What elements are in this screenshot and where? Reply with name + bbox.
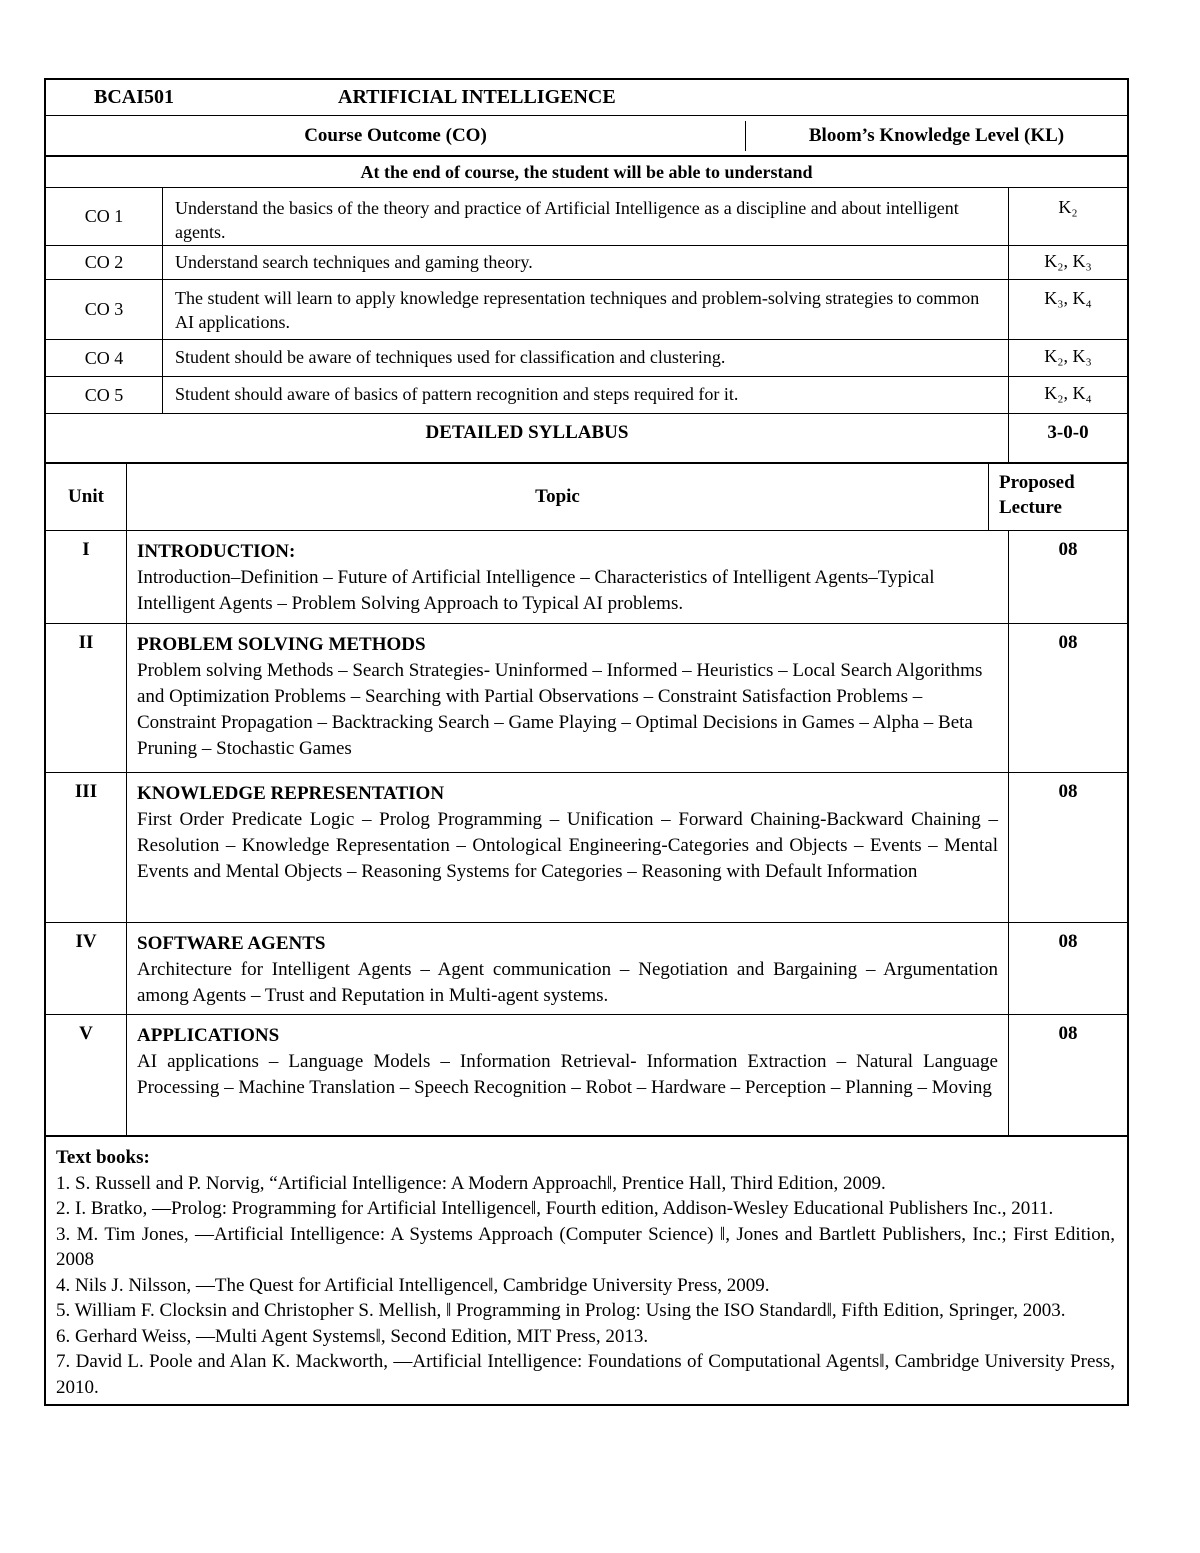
detailed-syllabus-row	[46, 414, 1127, 464]
textbook-item: 4. Nils J. Nilsson, ―The Quest for Artificial Intelligence‖, Cambridge University Press, 2009.	[56, 1274, 770, 1296]
course-title: ARTIFICIAL INTELLIGENCE	[338, 86, 616, 108]
unit-number: III	[46, 773, 127, 922]
textbook-item: 1. S. Russell and P. Norvig, “Artificial Intelligence: A Modern Approach‖, Prentice Hall, Third Edition, 2009.	[56, 1172, 886, 1194]
co-knowledge-level: K₂, K₄	[1044, 383, 1092, 403]
co-description: Understand search techniques and gaming theory.	[163, 246, 1009, 279]
unit-number: II	[46, 624, 127, 772]
unit-row	[46, 1015, 1127, 1137]
co-description: Student should be aware of techniques used for classification and clustering.	[163, 340, 1009, 376]
unit-content: First Order Predicate Logic – Prolog Programming – Unification – Forward Chaining-Backward Chaining – Resolution – Knowledge Representation – Ontological Engineering-Categories and Objects – Events – Mental Events and Mental Objects – Reasoning Systems for Categories – Reasoning with Default Information	[137, 809, 998, 882]
unit-number: V	[46, 1015, 127, 1135]
textbook-item: 2. I. Bratko, ―Prolog: Programming for Artificial Intelligence‖, Fourth edition, Addison-Wesley Educational Publishers Inc., 2011.	[56, 1198, 1054, 1219]
unit-lectures: 08	[1058, 632, 1078, 653]
syllabus-document	[44, 78, 1129, 1406]
textbook-item: 7. David L. Poole and Alan K. Mackworth, ―Artificial Intelligence: Foundations of Computational Agents‖, Cambridge University Press, 2010.	[56, 1351, 1115, 1398]
unit-content: Introduction–Definition – Future of Artificial Intelligence – Characteristics of Intelligent Agents–Typical Intelligent Agents – Problem Solving Approach to Typical AI problems.	[137, 567, 935, 614]
textbook-item: 5. William F. Clocksin and Christopher S. Mellish, ‖ Programming in Prolog: Using the ISO Standard‖, Fifth Edition, Springer, 2003.	[56, 1300, 1066, 1321]
co-id: CO 5	[46, 377, 163, 413]
co-row	[46, 246, 1127, 280]
co-intro-text: At the end of course, the student will be able to understand	[360, 161, 813, 182]
co-id: CO 3	[46, 280, 163, 339]
textbooks-section	[46, 1137, 1127, 1404]
unit-row	[46, 773, 1127, 923]
unit-title: KNOWLEDGE REPRESENTATION	[137, 783, 445, 804]
co-intro-row	[46, 156, 1127, 188]
unit-row	[46, 624, 1127, 773]
co-row	[46, 377, 1127, 414]
co-description: Student should aware of basics of pattern recognition and steps required for it.	[163, 377, 1009, 413]
unit-content: Problem solving Methods – Search Strategies- Uninformed – Informed – Heuristics – Local Search Algorithms and Optimization Problems – Searching with Partial Observations – Constraint Satisfaction Problems – Constraint Propagation – Backtracking Search – Game Playing – Optimal Decisions in Games – Alpha – Beta Pruning – Stochastic Games	[137, 660, 983, 759]
credit-pattern: 3-0-0	[1047, 422, 1089, 443]
unit-lectures: 08	[1058, 781, 1078, 802]
co-header-row	[46, 116, 1127, 156]
unit-lectures: 08	[1058, 539, 1078, 560]
unit-table-header	[46, 464, 1127, 531]
co-description: Understand the basics of the theory and practice of Artificial Intelligence as a discipline and about intelligent agents.	[163, 188, 1009, 245]
unit-topic	[127, 531, 1009, 623]
textbook-item: 3. M. Tim Jones, ―Artificial Intelligence: A Systems Approach (Computer Science) ‖, Jones and Bartlett Publishers, Inc.; First Edition, 2008	[56, 1223, 1115, 1270]
unit-row	[46, 923, 1127, 1015]
detailed-syllabus-label: DETAILED SYLLABUS	[46, 414, 1009, 462]
unit-number: IV	[46, 923, 127, 1014]
unit-topic	[127, 923, 1009, 1014]
textbook-item: 6. Gerhard Weiss, ―Multi Agent Systems‖, Second Edition, MIT Press, 2013.	[56, 1325, 649, 1347]
co-knowledge-level: K₂, K₃	[1044, 346, 1092, 366]
unit-column-header: Unit	[46, 464, 127, 530]
kl-column-header: Bloom’s Knowledge Level (KL)	[808, 124, 1065, 146]
co-knowledge-level: K₃, K₄	[1044, 288, 1092, 308]
co-id: CO 2	[46, 246, 163, 279]
lecture-column-header: Proposed Lecture	[999, 472, 1075, 518]
co-row	[46, 340, 1127, 377]
unit-title: APPLICATIONS	[137, 1025, 280, 1046]
unit-title: SOFTWARE AGENTS	[137, 933, 326, 954]
textbooks-heading: Text books:	[56, 1147, 150, 1168]
co-knowledge-level: K₂	[1058, 197, 1078, 217]
unit-title: INTRODUCTION:	[137, 541, 296, 562]
unit-title: PROBLEM SOLVING METHODS	[137, 634, 426, 655]
unit-row	[46, 531, 1127, 624]
co-row	[46, 188, 1127, 246]
course-code: BCAI501	[94, 86, 175, 108]
unit-lectures: 08	[1058, 931, 1078, 952]
course-title-row	[46, 80, 1127, 116]
unit-content: Architecture for Intelligent Agents – Agent communication – Negotiation and Bargaining – Argumentation among Agents – Trust and Reputation in Multi-agent systems.	[137, 959, 998, 1006]
co-column-header: Course Outcome (CO)	[46, 121, 746, 151]
co-id: CO 1	[46, 188, 163, 245]
co-id: CO 4	[46, 340, 163, 376]
unit-topic	[127, 1015, 1009, 1135]
topic-column-header: Topic	[127, 464, 989, 530]
unit-topic	[127, 624, 1009, 772]
unit-content: AI applications – Language Models – Information Retrieval- Information Extraction – Natural Language Processing – Machine Translation – Speech Recognition – Robot – Hardware – Perception – Planning – Moving	[137, 1051, 998, 1098]
unit-topic	[127, 773, 1009, 922]
co-knowledge-level: K₂, K₃	[1044, 251, 1092, 271]
co-description: The student will learn to apply knowledge representation techniques and problem-solving strategies to common AI applications.	[163, 280, 1009, 339]
unit-number: I	[46, 531, 127, 623]
co-row	[46, 280, 1127, 340]
unit-lectures: 08	[1058, 1023, 1078, 1044]
